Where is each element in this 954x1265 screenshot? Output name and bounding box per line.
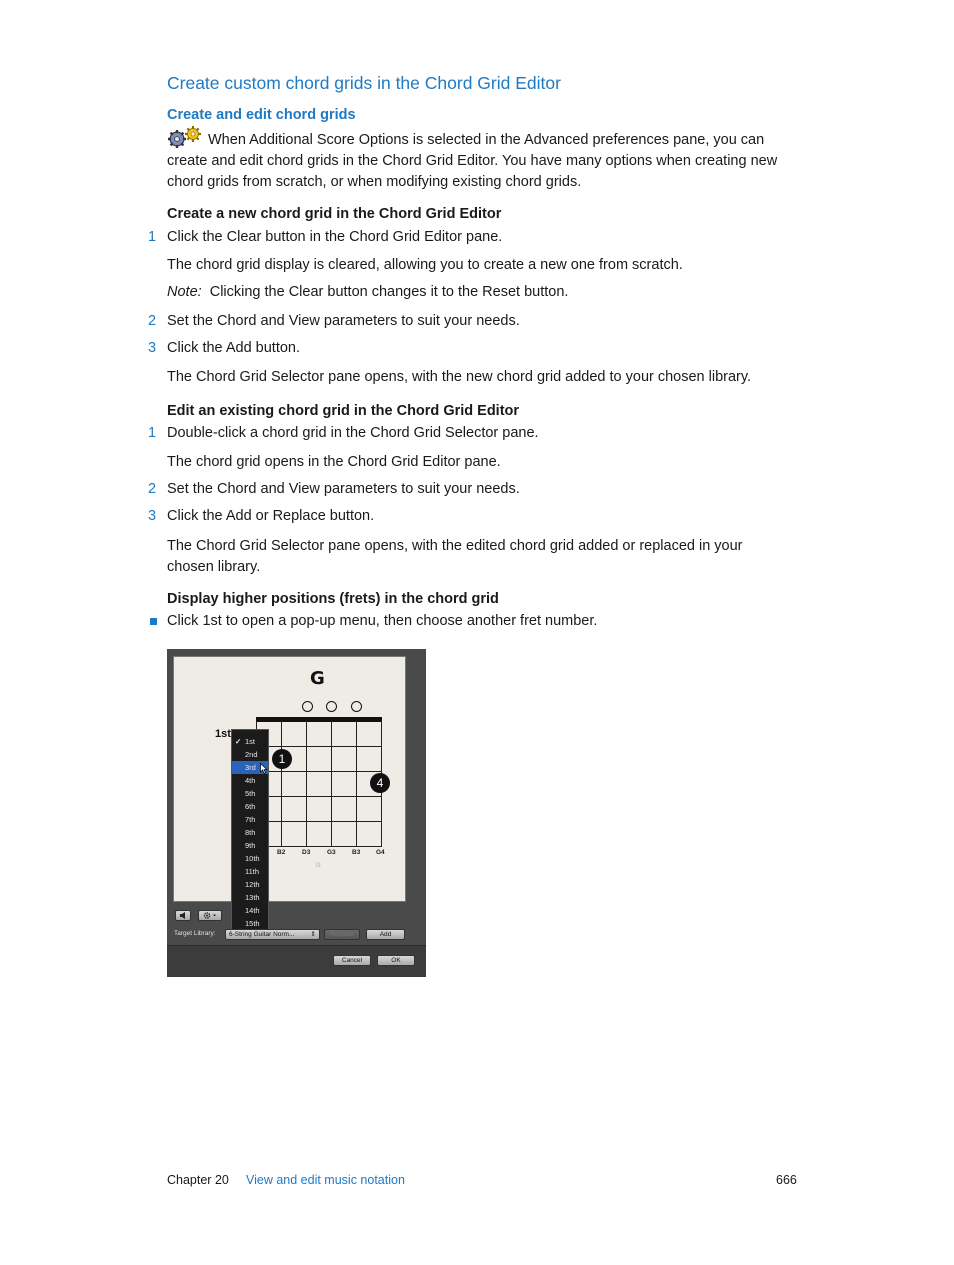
menu-item-15th[interactable]: 15th <box>245 919 260 928</box>
chord-grid-display <box>173 656 406 902</box>
open-string-marker <box>302 701 313 712</box>
fret-position-menu <box>231 729 269 931</box>
string-label: D3 <box>302 849 311 856</box>
string-label: B3 <box>352 849 361 856</box>
cancel-button[interactable]: Cancel <box>333 955 371 966</box>
menu-item-8th[interactable]: 8th <box>245 828 256 837</box>
step-number: 3 <box>148 340 157 356</box>
footer-chapter: Chapter 20 <box>167 1173 229 1187</box>
step-number: 1 <box>148 425 157 441</box>
footer-page-number: 666 <box>776 1173 797 1187</box>
fret-position-label[interactable]: 1st <box>215 728 231 740</box>
chord-grid-editor-screenshot <box>167 649 426 977</box>
finger-marker: 1 <box>272 749 292 769</box>
step-result: The Chord Grid Selector pane opens, with the edited chord grid added or replaced in your chosen library. <box>167 538 743 575</box>
finger-marker: 4 <box>370 773 390 793</box>
fret-grid <box>256 721 382 847</box>
menu-item-14th[interactable]: 14th <box>245 906 260 915</box>
open-string-marker <box>351 701 362 712</box>
step-text: Set the Chord and View parameters to suit your needs. <box>167 313 520 329</box>
open-string-marker <box>326 701 337 712</box>
menu-item-13th[interactable]: 13th <box>245 893 260 902</box>
menu-item-12th[interactable]: 12th <box>245 880 260 889</box>
task-title-new-chord-grid: Create a new chord grid in the Chord Grid Editor <box>167 206 502 222</box>
step-result: The chord grid display is cleared, allowing you to create a new one from scratch. <box>167 257 683 273</box>
step-text: Double-click a chord grid in the Chord Grid Selector pane. <box>167 425 539 441</box>
step-number: 1 <box>148 229 157 245</box>
footer-chapter-link[interactable]: View and edit music notation <box>246 1173 405 1187</box>
add-button[interactable]: Add <box>366 929 405 940</box>
menu-item-1st[interactable]: ✓ 1st <box>235 737 256 746</box>
speaker-button[interactable] <box>175 910 191 921</box>
string-label: B2 <box>277 849 286 856</box>
step-text: Click the Clear button in the Chord Grid Editor pane. <box>167 229 503 245</box>
task-title-edit-chord-grid: Edit an existing chord grid in the Chord Grid Editor <box>167 403 520 419</box>
menu-item-5th[interactable]: 5th <box>245 789 256 798</box>
speaker-icon <box>178 911 188 920</box>
section-subheading: Create and edit chord grids <box>167 107 356 123</box>
step-result: The chord grid opens in the Chord Grid Editor pane. <box>167 454 501 470</box>
note-text: Clicking the Clear button changes it to the Reset button. <box>209 284 569 300</box>
menu-item-2nd[interactable]: 2nd <box>245 750 258 759</box>
replace-button[interactable]: Replace <box>324 929 360 940</box>
chord-small-label: G <box>316 863 321 869</box>
mouse-cursor-icon <box>260 763 268 774</box>
target-library-label: Target Library: <box>174 930 216 937</box>
menu-item-3rd[interactable]: 3rd <box>232 761 268 774</box>
bullet-marker <box>150 618 157 625</box>
menu-item-7th[interactable]: 7th <box>245 815 256 824</box>
string-label: G4 <box>376 849 385 856</box>
target-library-select[interactable]: 6-String Guitar Norm... ⇕ <box>225 929 320 940</box>
menu-item-4th[interactable]: 4th <box>245 776 256 785</box>
step-number: 2 <box>148 313 157 329</box>
step-text: Set the Chord and View parameters to suit your needs. <box>167 481 520 497</box>
note-label: Note: <box>167 284 202 300</box>
note <box>167 284 568 300</box>
intro-paragraph: When Additional Score Options is selected in the Advanced preferences pane, you can create and edit chord grids in the Chord Grid Editor. You have many options when creating new chord grids from scratch, or when modifying existing chord grids. <box>167 132 778 190</box>
chord-name: G <box>310 668 325 689</box>
ok-button[interactable]: OK <box>377 955 415 966</box>
step-text: Click the Add button. <box>167 340 300 356</box>
step-text: Click the Add or Replace button. <box>167 508 375 524</box>
string-label: G3 <box>327 849 336 856</box>
step-result: The Chord Grid Selector pane opens, with the new chord grid added to your chosen library. <box>167 369 752 385</box>
menu-item-11th[interactable]: 11th <box>245 867 260 876</box>
gear-icon <box>202 911 218 920</box>
menu-item-10th[interactable]: 10th <box>245 854 260 863</box>
step-number: 3 <box>148 508 157 524</box>
bullet-text: Click 1st to open a pop-up menu, then choose another fret number. <box>167 613 598 629</box>
menu-item-9th[interactable]: 9th <box>245 841 256 850</box>
step-number: 2 <box>148 481 157 497</box>
checkmark-icon: ✓ <box>235 737 242 746</box>
view-options-button[interactable] <box>198 910 222 921</box>
menu-item-6th[interactable]: 6th <box>245 802 256 811</box>
page-heading: Create custom chord grids in the Chord Grid Editor <box>167 73 561 93</box>
task-title-higher-positions: Display higher positions (frets) in the chord grid <box>167 591 499 607</box>
